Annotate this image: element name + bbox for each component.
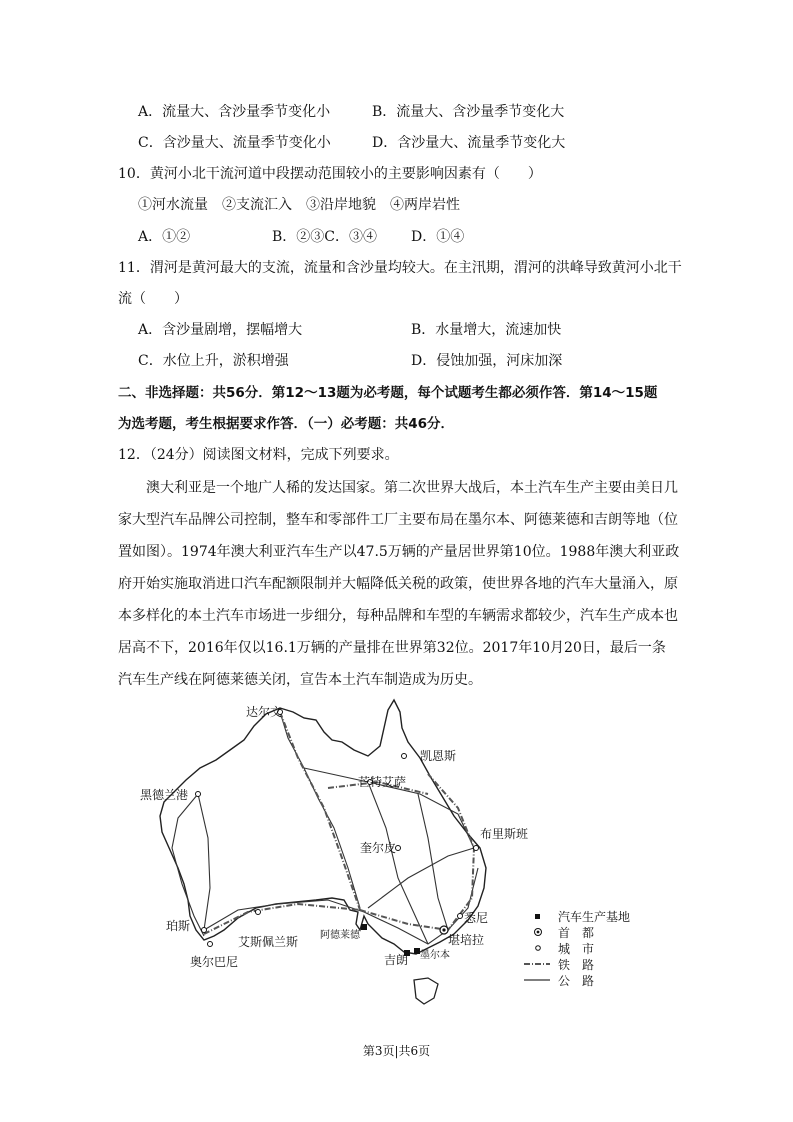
q10-factors: ①河水流量 ②支流汇入 ③沿岸地貌 ④两岸岩性 [138,197,460,213]
legend-capital: 首 都 [558,926,595,940]
q11-option-c: C．水位上升，淤积增强 [138,353,289,369]
label-canberra: 堪培拉 [448,933,485,947]
label-darwin: 达尔文 [246,705,283,719]
q12-para-line: 府开始实施取消进口汽车配额限制并大幅降低关税的政策，使世界各地的汽车大量涌入，原 [118,576,678,592]
railway-network [204,712,474,934]
label-brisbane: 布里斯班 [480,827,529,841]
label-albany: 奥尔巴尼 [190,955,239,969]
legend-city-symbol [536,946,541,951]
q12-para-line: 置如图）。1974年澳大利亚汽车生产以47.5万辆的产量居世界第10位。1988年澳大利亚政 [118,544,680,560]
legend-highway: 公 路 [558,974,595,988]
city-marker [208,942,213,947]
q9-option-d: D．含沙量大、流量季节变化大 [372,135,566,151]
highway-network [172,712,478,944]
q12-para-line: 汽车生产线在阿德莱德关闭，宣告本土汽车制造成为历史。 [118,672,482,688]
city-marker [396,846,401,851]
q12-para-line: 家大型汽车品牌公司控制，整车和零部件工厂主要布局在墨尔本、阿德莱德和吉朗等地（位 [118,512,678,528]
legend-railway: 铁 路 [558,958,595,972]
q9-option-b: B．流量大、含沙量季节变化大 [372,104,565,120]
q11-option-b: B．水量增大，流速加快 [411,322,562,338]
tasmania [414,978,438,1004]
label-esperance: 艾斯佩兰斯 [238,935,299,949]
australia-coastline [160,700,489,954]
section-2-line2: 为选考题，考生根据要求作答．（一）必考题：共46分． [118,416,455,432]
car-production-bases [361,924,420,956]
city-marker [402,754,407,759]
label-port-hedland: 黑德兰港 [140,788,189,802]
production-base-marker [361,924,367,930]
legend-city: 城 市 [558,942,595,956]
q9-option-c: C．含沙量大、流量季节变化小 [138,135,331,151]
section-2-line1: 二、非选择题：共56分．第12～13题为必考题，每个试题考生都必须作答．第14～15题 [118,385,658,401]
q10-option-bc: B．②③C．③④ [272,229,377,245]
q11-stem-line1: 11．渭河是黄河最大的支流，流量和含沙量均较大。在主汛期，渭河的洪峰导致黄河小北干 [118,260,682,276]
q11-option-a: A．含沙量剧增，摆幅增大 [138,322,303,338]
legend-base: 汽车生产基地 [558,910,631,924]
q11-stem-line2: 流（ ） [118,291,188,307]
q10-option-a: A．①② [138,229,191,245]
label-geelong: 吉朗 [384,953,409,967]
city-marker [196,792,201,797]
label-mount-isa: 芒特艾萨 [358,775,407,789]
q12-stem: 12．（24分）阅读图文材料，完成下列要求。 [118,447,399,463]
label-perth: 珀斯 [166,919,191,933]
city-marker [202,928,207,933]
city-marker [474,846,479,851]
legend-base-symbol [535,914,540,919]
q12-para-line: 澳大利亚是一个地广人稀的发达国家。第二次世界大战后，本土汽车生产主要由美日几 [146,480,678,496]
q12-para-line: 本多样化的本土汽车市场进一步细分，每种品牌和车型的车辆需求都较少，汽车生产成本也 [118,608,678,624]
label-quilpie: 奎尔皮 [360,841,397,855]
capital-marker [440,926,448,934]
q10-stem: 10．黄河小北干流河道中段摆动范围较小的主要影响因素有（ ） [118,166,542,182]
label-adelaide: 阿德莱德 [320,930,360,941]
label-melbourne: 墨尔本 [420,950,450,961]
map-legend [524,909,630,988]
australia-map [128,698,648,1010]
q12-para-line: 居高不下，2016年仅以16.1万辆的产量排在世界第32位。2017年10月20日，最后一条 [118,640,666,656]
q9-option-a: A．流量大、含沙量季节变化小 [138,104,331,120]
q11-option-d: D．侵蚀加强，河床加深 [411,353,563,369]
label-cairns: 凯恩斯 [420,749,457,763]
q10-option-d: D．①④ [411,229,465,245]
label-sydney: 悉尼 [464,911,489,925]
city-marker [458,914,463,919]
city-marker [256,910,261,915]
page-footer: 第3页|共6页 [362,1044,431,1058]
